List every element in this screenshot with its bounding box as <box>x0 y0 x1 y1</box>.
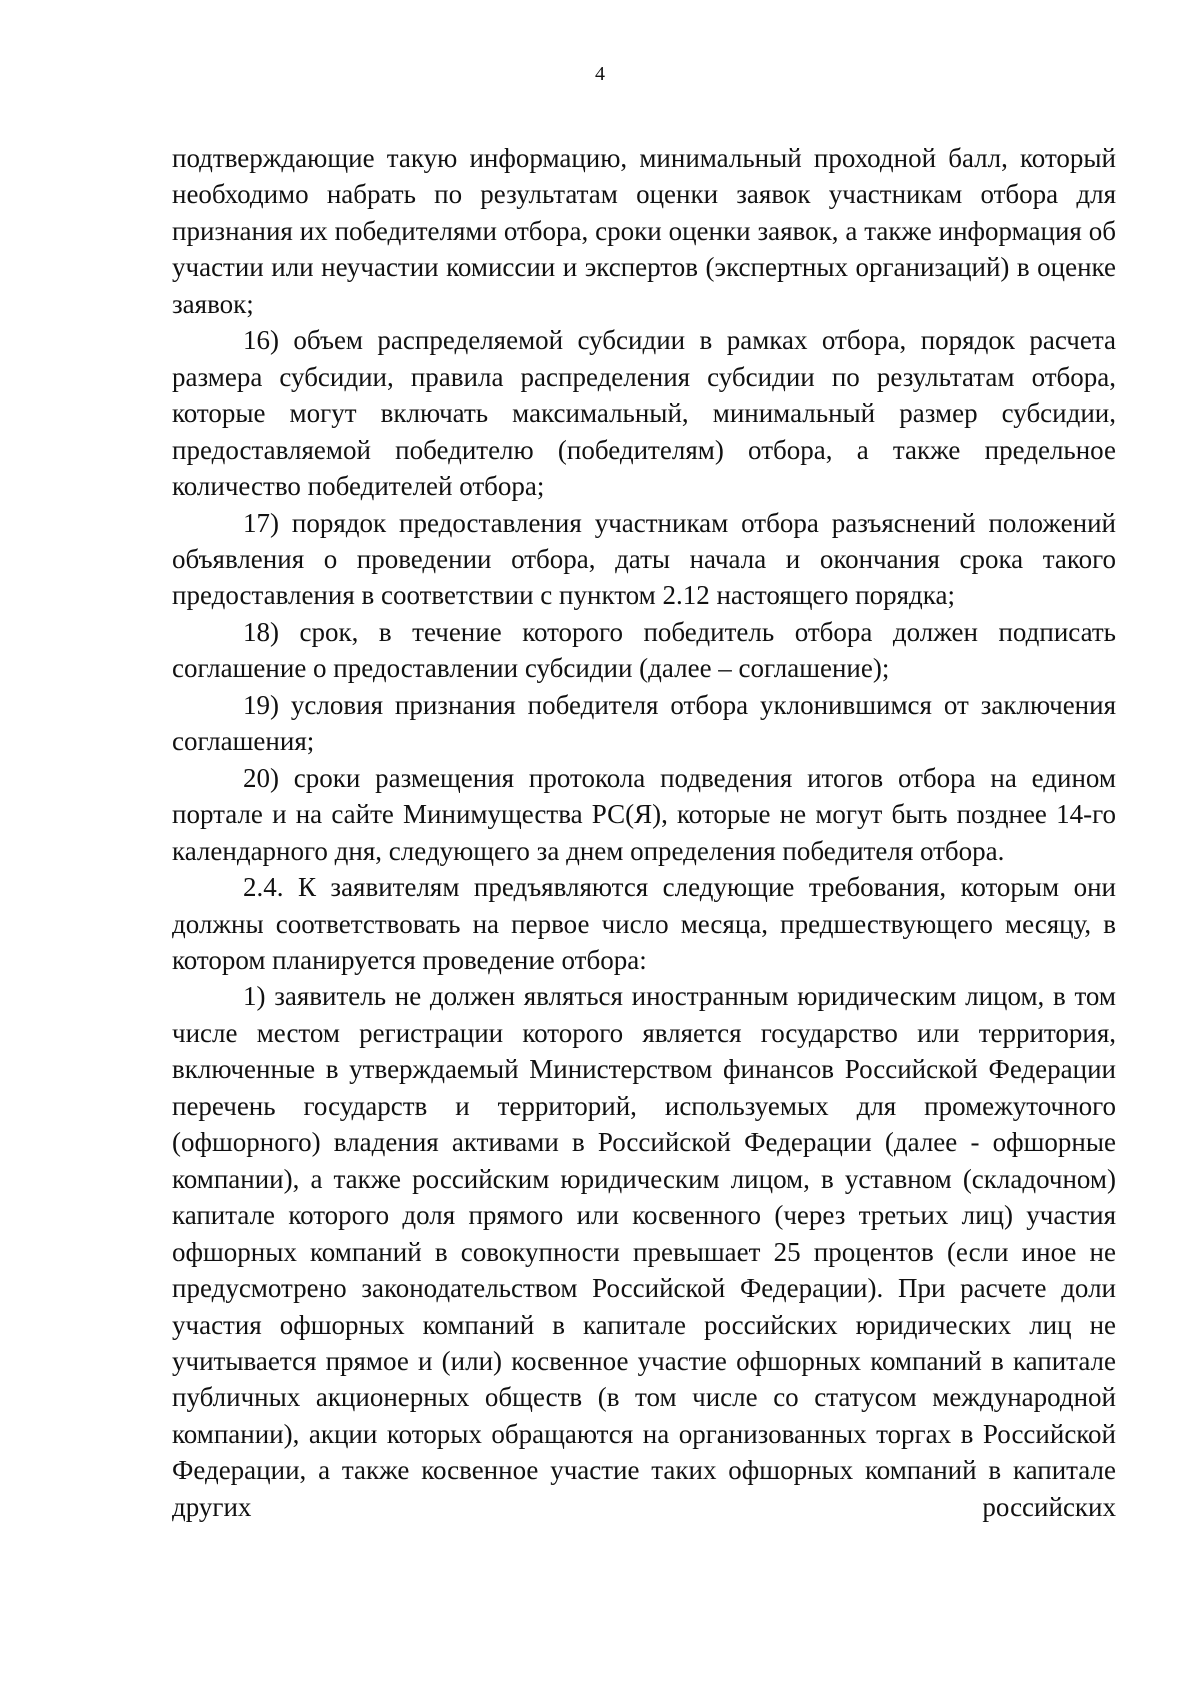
paragraph-item-18: 18) срок, в течение которого победитель отбора должен подписать соглашение о предоставлении субсидии (далее – соглашение); <box>172 616 1116 684</box>
paragraph-item-16: 16) объем распределяемой субсидии в рамках отбора, порядок расчета размера субсидии, правила распределения субсидии по результатам отбора, которые могут включать максимальный, минимальный размер субсидии, предоставляемой победителю (победителям) отбора, а также предельное количество победителей отбора; <box>172 325 1116 502</box>
paragraph-requirement-1: 1) заявитель не должен являться иностранным юридическим лицом, в том числе местом регистрации которого является государство или территория, включенные в утверждаемый Министерством финансов Российской Федерации перечень государств и территорий, используемых для промежуточного (офшорного) владения активами в Российской Федерации (далее - офшорные компании), а также российским юридическим лицом, в уставном (складочном) капитале которого доля прямого или косвенного (через третьих лиц) участия офшорных компаний в совокупности превышает 25 процентов (если иное не предусмотрено законодательством Российской Федерации). При расчете доли участия офшорных компаний в капитале российских юридических лиц не учитывается прямое и (или) косвенное участие офшорных компаний в капитале публичных акционерных обществ (в том числе со статусом международной компании), акции которых обращаются на организованных торгах в Российской Федерации, а также косвенное участие таких офшорных компаний в капитале других российских <box>172 981 1116 1522</box>
paragraph-section-2-4: 2.4. К заявителям предъявляются следующие требования, которым они должны соответствовать на первое число месяца, предшествующего месяцу, в котором планируется проведение отбора: <box>172 872 1116 975</box>
paragraph-item-20: 20) сроки размещения протокола подведения итогов отбора на едином портале и на сайте Минимущества РС(Я), которые не могут быть позднее 14-го календарного дня, следующего за днем определения победителя отбора. <box>172 762 1116 866</box>
paragraph-item-19: 19) условия признания победителя отбора уклонившимся от заключения соглашения; <box>172 689 1116 757</box>
document-body <box>172 140 1116 1525</box>
page-number: 4 <box>595 63 605 85</box>
paragraph-item-17: 17) порядок предоставления участникам отбора разъяснений положений объявления о проведении отбора, даты начала и окончания срока такого предоставления в соответствии с пунктом 2.12 настоящего порядка; <box>172 507 1116 611</box>
paragraph-continuation: подтверждающие такую информацию, минимальный проходной балл, который необходимо набрать по результатам оценки заявок участникам отбора для признания их победителями отбора, сроки оценки заявок, а также информация об участии или неучастии комиссии и экспертов (экспертных организаций) в оценке заявок; <box>172 143 1116 319</box>
